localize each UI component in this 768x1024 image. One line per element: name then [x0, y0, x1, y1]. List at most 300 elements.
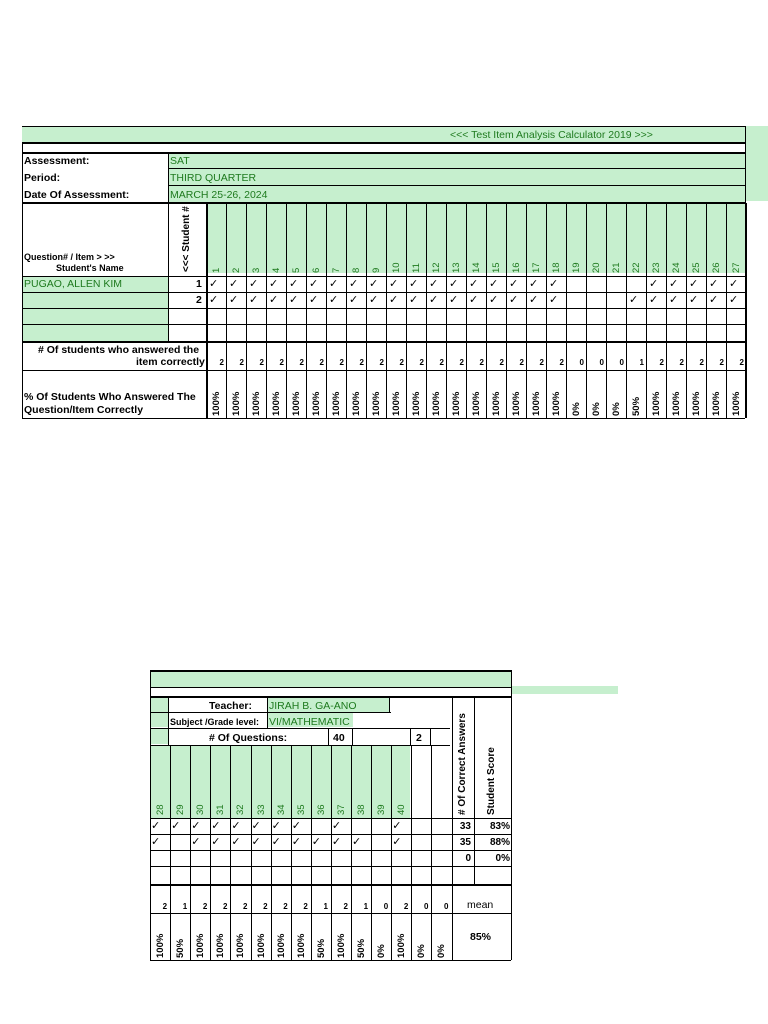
item-number: 12	[431, 262, 442, 273]
correct-count: 0	[619, 358, 624, 367]
item-number: 15	[491, 262, 502, 273]
check-mark: ✓	[231, 820, 241, 832]
grid-line-v	[386, 203, 387, 418]
mean-value: 85%	[470, 931, 492, 943]
percent-correct: 0%	[571, 402, 582, 416]
check-mark: ✓	[392, 820, 402, 832]
check-mark: ✓	[211, 820, 221, 832]
percent-correct: 100%	[235, 933, 247, 958]
correct-count: 2	[202, 902, 208, 911]
check-mark: ✓	[429, 278, 439, 290]
check-mark: ✓	[389, 278, 399, 290]
grid-line-v	[328, 728, 329, 745]
p2-side-tab	[511, 686, 618, 694]
correct-count: 1	[363, 902, 369, 911]
grid-line-v	[168, 696, 169, 745]
check-mark: ✓	[689, 278, 699, 290]
p2-left-stub-2	[150, 712, 168, 727]
correct-count: 2	[403, 902, 409, 911]
check-mark: ✓	[409, 278, 419, 290]
correct-count: 2	[263, 902, 268, 911]
check-mark: ✓	[649, 294, 659, 306]
item-number: 20	[591, 262, 602, 273]
percent-correct: 100%	[251, 391, 262, 416]
student-score-header: Student Score	[486, 747, 497, 815]
grid-line-v	[626, 203, 627, 418]
mean-label: mean	[467, 899, 494, 911]
grid-line-h	[168, 185, 745, 186]
check-mark: ✓	[529, 278, 539, 290]
check-mark: ✓	[209, 294, 219, 306]
percent-correct: 100%	[396, 933, 408, 958]
grid-line-h	[150, 696, 511, 698]
percent-correct: 0%	[611, 402, 622, 416]
check-mark: ✓	[549, 294, 559, 306]
grid-line-v	[389, 696, 390, 712]
grid-line-v	[726, 203, 727, 418]
grid-line-v	[266, 203, 267, 418]
check-mark: ✓	[689, 294, 699, 306]
correct-count: 2	[243, 902, 248, 911]
correct-count: 2	[219, 358, 224, 367]
p2-teacher-label: Teacher:	[209, 700, 252, 712]
grid-line-h	[22, 418, 745, 419]
item-number: 34	[275, 804, 287, 815]
percent-correct: 100%	[291, 391, 302, 416]
item-number: 39	[376, 804, 388, 815]
date-label: Date Of Assessment:	[24, 189, 130, 201]
grid-line-v	[371, 745, 372, 960]
grid-line-v	[226, 203, 227, 418]
item-number: 18	[551, 262, 562, 273]
item-number: 35	[295, 804, 307, 815]
percent-correct: 100%	[215, 933, 227, 958]
check-mark: ✓	[449, 294, 459, 306]
check-mark: ✓	[289, 294, 299, 306]
correct-count: 2	[279, 358, 284, 367]
correct-answers-total: 35	[459, 837, 471, 848]
period-value: THIRD QUARTER	[170, 172, 257, 184]
check-mark: ✓	[489, 278, 499, 290]
pct-row-label-1: % Of Students Who Answered The	[24, 391, 196, 403]
check-mark: ✓	[669, 294, 679, 306]
percent-correct: 100%	[531, 391, 542, 416]
check-mark: ✓	[429, 294, 439, 306]
check-mark: ✓	[269, 278, 279, 290]
percent-correct: 100%	[411, 391, 422, 416]
check-mark: ✓	[231, 836, 241, 848]
grid-line-h	[22, 324, 745, 325]
percent-correct: 100%	[351, 391, 362, 416]
item-number: 40	[396, 804, 408, 815]
check-mark: ✓	[392, 836, 402, 848]
grid-line-h	[22, 308, 745, 309]
correct-count: 2	[239, 358, 244, 367]
assessment-label: Assessment:	[24, 155, 90, 167]
check-mark: ✓	[311, 836, 322, 848]
percent-correct: 100%	[155, 933, 166, 958]
item-number: 36	[315, 804, 327, 815]
check-mark: ✓	[331, 836, 342, 848]
side-tab	[745, 126, 768, 201]
correct-count: 2	[459, 358, 464, 367]
grid-line-h	[150, 670, 511, 672]
item-number: 24	[671, 262, 682, 273]
date-value: MARCH 25-26, 2024	[170, 189, 268, 201]
check-mark: ✓	[469, 294, 479, 306]
percent-correct: 50%	[315, 938, 327, 958]
grid-line-v	[666, 203, 667, 418]
check-mark: ✓	[529, 294, 539, 306]
check-mark: ✓	[349, 278, 359, 290]
item-number: 1	[211, 267, 222, 273]
correct-count: 0	[599, 358, 604, 367]
check-mark: ✓	[629, 294, 639, 306]
percent-correct: 100%	[691, 391, 702, 416]
student-name: PUGAO, ALLEN KIM	[24, 278, 123, 290]
item-number: 2	[231, 267, 242, 273]
check-mark: ✓	[309, 294, 319, 306]
check-mark: ✓	[349, 294, 359, 306]
grid-line-v	[586, 203, 587, 418]
correct-count: 2	[259, 358, 264, 367]
item-number: 6	[311, 267, 322, 273]
grid-line-v	[230, 745, 231, 960]
p2-questions-label: # Of Questions:	[209, 732, 288, 744]
correct-count: 2	[439, 358, 444, 367]
grid-line-v	[426, 203, 427, 418]
check-mark: ✓	[291, 836, 301, 848]
grid-line-h	[22, 142, 745, 144]
correct-count: 0	[423, 902, 429, 911]
check-mark: ✓	[549, 278, 559, 290]
grid-line-v	[291, 745, 292, 960]
p2-questions-value: 40	[333, 732, 345, 744]
correct-count: 0	[383, 902, 389, 911]
check-mark: ✓	[469, 278, 479, 290]
item-number: 37	[335, 804, 347, 815]
p2-subject-value: VI/MATHEMATIC	[269, 716, 350, 728]
grid-line-v	[526, 203, 527, 418]
percent-correct: 100%	[451, 391, 462, 416]
item-number: 5	[291, 267, 302, 273]
student-number: 1	[196, 278, 202, 290]
item-number: 32	[235, 804, 247, 815]
check-mark: ✓	[269, 294, 279, 306]
item-number: 3	[251, 267, 262, 273]
correct-count: 2	[299, 358, 304, 367]
percent-correct: 100%	[431, 391, 442, 416]
correct-count: 2	[359, 358, 364, 367]
correct-count: 2	[303, 902, 308, 911]
grid-line-v	[366, 203, 367, 418]
grid-line-v	[745, 126, 746, 418]
item-number: 31	[215, 804, 227, 815]
percent-correct: 50%	[175, 938, 187, 958]
student-num-header: <<< Student #	[181, 206, 192, 272]
grid-line-v	[326, 203, 327, 418]
check-mark: ✓	[151, 820, 161, 832]
grid-line-v	[306, 203, 307, 418]
grid-line-h	[22, 126, 745, 127]
grid-line-v	[267, 696, 268, 728]
grid-line-v	[446, 203, 447, 418]
grid-line-v	[431, 745, 432, 960]
grid-line-v	[430, 728, 431, 745]
item-number: 38	[356, 804, 367, 815]
grid-line-v	[170, 745, 171, 960]
percent-correct: 100%	[471, 391, 482, 416]
correct-count: 2	[539, 358, 544, 367]
grid-line-v	[168, 152, 169, 341]
count-row-label-1: # Of students who answered the	[38, 344, 200, 356]
grid-line-v	[686, 203, 687, 418]
student-name-header: Student's Name	[56, 263, 124, 273]
grid-line-v	[352, 728, 353, 745]
grid-line-v	[511, 670, 512, 960]
check-mark: ✓	[211, 836, 221, 848]
correct-count-header: # Of Correct Answers	[457, 713, 468, 815]
check-mark: ✓	[409, 294, 419, 306]
check-mark: ✓	[331, 820, 342, 832]
grid-line-h	[150, 745, 450, 746]
percent-correct: 0%	[376, 944, 388, 958]
grid-line-v	[706, 203, 707, 418]
percent-correct: 100%	[195, 933, 207, 958]
grid-line-v	[311, 745, 312, 960]
grid-line-v	[251, 745, 252, 960]
grid-line-v	[546, 203, 547, 418]
check-mark: ✓	[289, 278, 299, 290]
grid-line-v	[346, 203, 347, 418]
grid-line-h	[22, 370, 745, 371]
grid-line-v	[566, 203, 567, 418]
item-number: 21	[611, 262, 622, 273]
grid-line-v	[646, 203, 647, 418]
correct-count: 1	[182, 902, 188, 911]
correct-count: 2	[283, 902, 288, 911]
grid-line-v	[410, 728, 411, 745]
percent-correct: 100%	[671, 391, 682, 416]
student-score: 88%	[489, 837, 510, 848]
check-mark: ✓	[369, 278, 379, 290]
correct-count: 2	[379, 358, 384, 367]
item-number: 29	[175, 804, 187, 815]
item-number: 25	[691, 262, 702, 273]
percent-correct: 0%	[436, 944, 448, 958]
period-label: Period:	[24, 172, 61, 184]
percent-correct: 0%	[416, 944, 428, 958]
p2-extra-value: 2	[416, 732, 422, 744]
grid-line-v	[206, 202, 208, 418]
count-row-label-2: item correctly	[136, 356, 205, 368]
p2-left-stub-3	[150, 728, 168, 744]
check-mark: ✓	[329, 278, 339, 290]
check-mark: ✓	[449, 278, 459, 290]
correct-answers-total: 33	[459, 821, 471, 832]
correct-count: 1	[323, 902, 328, 911]
item-number: 17	[531, 262, 542, 273]
percent-correct: 100%	[335, 933, 347, 958]
grid-line-h	[22, 276, 745, 277]
grid-line-v	[150, 670, 151, 960]
check-mark: ✓	[171, 820, 181, 832]
item-number: 28	[155, 804, 166, 815]
percent-correct: 100%	[231, 391, 242, 416]
check-mark: ✓	[352, 836, 362, 848]
item-number: 22	[631, 262, 642, 273]
check-mark: ✓	[191, 836, 201, 848]
item-number: 30	[195, 804, 207, 815]
percent-correct: 50%	[356, 938, 367, 958]
percent-correct: 100%	[331, 391, 342, 416]
percent-correct: 50%	[631, 396, 642, 416]
correct-count: 1	[639, 358, 644, 367]
check-mark: ✓	[209, 278, 219, 290]
item-number: 26	[711, 262, 722, 273]
grid-line-v	[391, 745, 392, 960]
item-number: 9	[371, 267, 382, 273]
grid-line-h	[150, 687, 511, 688]
check-mark: ✓	[229, 278, 239, 290]
correct-count: 2	[222, 902, 228, 911]
correct-count: 2	[659, 358, 664, 367]
p2-top-bar	[150, 670, 511, 687]
item-number: 27	[731, 262, 742, 273]
item-number: 8	[351, 267, 362, 273]
correct-count: 2	[162, 902, 168, 911]
p2-left-stub-1	[150, 697, 168, 712]
pct-row-label-2: Question/Item Correctly	[24, 404, 144, 416]
percent-correct: 100%	[371, 391, 382, 416]
item-number: 19	[571, 262, 582, 273]
correct-count: 0	[579, 358, 584, 367]
correct-count: 2	[339, 358, 344, 367]
correct-count: 2	[419, 358, 424, 367]
percent-correct: 100%	[295, 933, 307, 958]
grid-line-h	[150, 960, 511, 961]
grid-line-v	[286, 203, 287, 418]
item-number: 16	[511, 262, 522, 273]
check-mark: ✓	[251, 820, 261, 832]
grid-line-v	[331, 745, 332, 960]
percent-correct: 100%	[211, 391, 222, 416]
percent-correct: 100%	[491, 391, 502, 416]
correct-count: 2	[343, 902, 348, 911]
correct-count: 2	[399, 358, 404, 367]
check-mark: ✓	[649, 278, 659, 290]
percent-correct: 100%	[255, 933, 267, 958]
grid-line-v	[246, 203, 247, 418]
check-mark: ✓	[509, 294, 519, 306]
check-mark: ✓	[309, 278, 319, 290]
grid-line-v	[606, 203, 607, 418]
grid-line-v	[190, 745, 191, 960]
grid-line-v	[411, 745, 412, 960]
check-mark: ✓	[271, 836, 281, 848]
grid-line-h	[22, 202, 745, 204]
grid-line-v	[746, 203, 747, 418]
assessment-value: SAT	[170, 155, 190, 167]
percent-correct: 100%	[731, 391, 742, 416]
correct-count: 2	[699, 358, 704, 367]
correct-count: 2	[499, 358, 504, 367]
check-mark: ✓	[489, 294, 499, 306]
check-mark: ✓	[709, 278, 719, 290]
grid-line-v	[22, 142, 23, 418]
grid-line-v	[210, 745, 211, 960]
item-number: 4	[271, 267, 282, 273]
student-score: 83%	[489, 821, 510, 832]
correct-answers-total: 0	[465, 853, 471, 864]
correct-count: 2	[719, 358, 724, 367]
item-number: 23	[651, 262, 662, 273]
percent-correct: 100%	[511, 391, 522, 416]
item-number: 10	[391, 262, 402, 273]
grid-line-v	[506, 203, 507, 418]
check-mark: ✓	[389, 294, 399, 306]
grid-line-v	[271, 745, 272, 960]
percent-correct: 100%	[311, 391, 322, 416]
grid-line-v	[351, 745, 352, 960]
student-number: 2	[196, 294, 202, 306]
check-mark: ✓	[509, 278, 519, 290]
check-mark: ✓	[369, 294, 379, 306]
check-mark: ✓	[249, 294, 259, 306]
percent-correct: 100%	[391, 391, 402, 416]
check-mark: ✓	[251, 836, 261, 848]
check-mark: ✓	[271, 820, 281, 832]
p2-teacher-value: JIRAH B. GA-ANO	[269, 700, 357, 712]
check-mark: ✓	[151, 836, 161, 848]
item-number: 7	[331, 267, 342, 273]
check-mark: ✓	[669, 278, 679, 290]
student-score: 0%	[495, 853, 510, 864]
grid-line-v	[466, 203, 467, 418]
correct-count: 2	[519, 358, 524, 367]
correct-count: 0	[444, 902, 449, 911]
check-mark: ✓	[729, 294, 739, 306]
percent-correct: 100%	[551, 391, 562, 416]
check-mark: ✓	[249, 278, 259, 290]
check-mark: ✓	[229, 294, 239, 306]
percent-correct: 100%	[275, 933, 287, 958]
check-mark: ✓	[729, 278, 739, 290]
percent-correct: 100%	[711, 391, 722, 416]
grid-line-h	[168, 168, 745, 169]
correct-count: 2	[319, 358, 324, 367]
correct-count: 2	[679, 358, 684, 367]
correct-count: 2	[739, 358, 744, 367]
correct-count: 2	[479, 358, 484, 367]
correct-count: 2	[559, 358, 564, 367]
percent-correct: 100%	[271, 391, 282, 416]
check-mark: ✓	[329, 294, 339, 306]
check-mark: ✓	[709, 294, 719, 306]
banner-title: <<< Test Item Analysis Calculator 2019 >>>	[450, 129, 653, 141]
check-mark: ✓	[291, 820, 301, 832]
percent-correct: 0%	[591, 402, 602, 416]
item-number: 14	[471, 262, 482, 273]
grid-line-v	[486, 203, 487, 418]
item-number: 13	[451, 262, 462, 273]
percent-correct: 100%	[651, 391, 662, 416]
check-mark: ✓	[191, 820, 201, 832]
item-number: 11	[411, 263, 422, 273]
question-header: Question# / Item > >>	[24, 252, 115, 262]
p2-subject-label: Subject /Grade level:	[170, 717, 260, 727]
grid-line-h	[22, 152, 745, 154]
